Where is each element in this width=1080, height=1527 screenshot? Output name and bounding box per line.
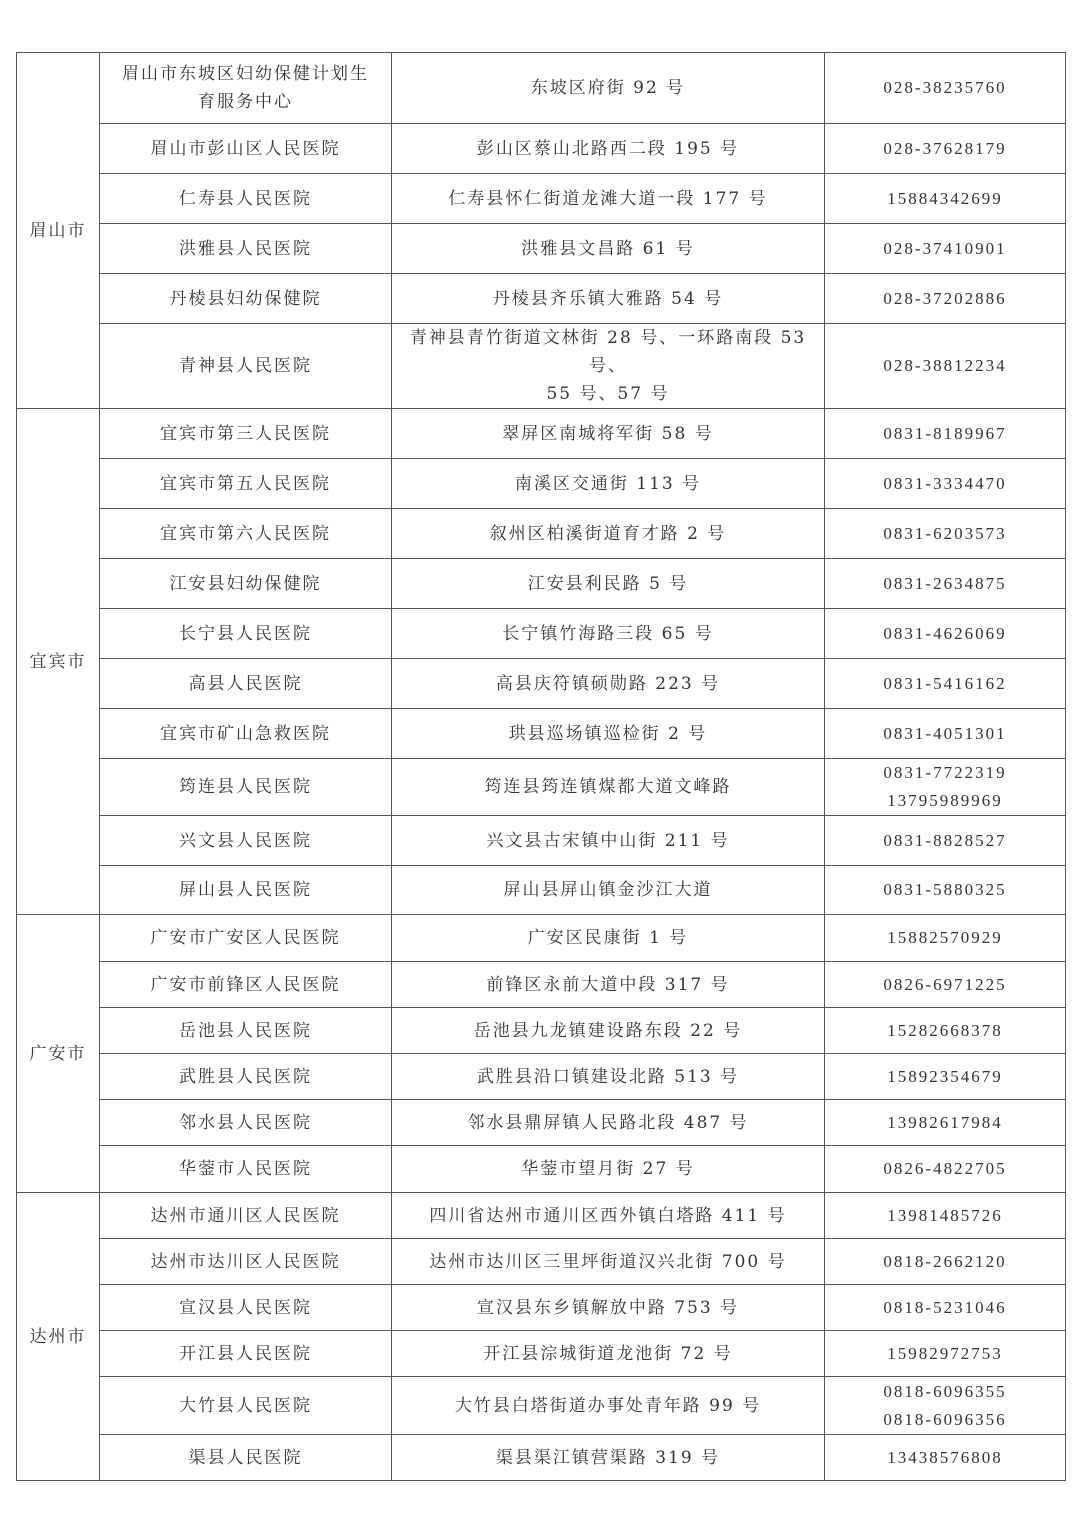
hospital-name-cell (100, 1100, 392, 1146)
phone-cell (825, 53, 1066, 124)
address-text: 55 号、57 号 (546, 384, 670, 404)
address-cell (392, 1285, 825, 1331)
phone-text: 028-38812234 (883, 356, 1007, 375)
hospital-name-text: 屏山县人民医院 (179, 880, 312, 900)
address-text: 翠屏区南城将军街 58 号 (502, 423, 714, 444)
address-cell (392, 509, 825, 559)
address-text: 岳池县九龙镇建设路东段 22 号 (473, 1020, 743, 1041)
table-row (17, 53, 1066, 124)
address-text: 叙州区柏溪街道育才路 2 号 (489, 523, 727, 544)
address-text: 四川省达州市通川区西外镇白塔路 411 号 (429, 1205, 787, 1226)
address-cell (392, 1146, 825, 1193)
address-cell (392, 1100, 825, 1146)
phone-cell (825, 759, 1066, 816)
phone-text: 0818-2662120 (883, 1251, 1007, 1271)
hospital-name-cell (100, 124, 392, 174)
phone-text: 0831-8828527 (883, 830, 1007, 850)
phone-cell (825, 1193, 1066, 1239)
phone-cell (825, 609, 1066, 659)
city-cell: 广安市 (17, 915, 100, 1193)
hospital-name-text: 宜宾市第三人民医院 (160, 423, 331, 444)
hospital-name-text: 达州市达川区人民医院 (150, 1251, 341, 1272)
table-row (17, 962, 1066, 1008)
hospital-name-cell (100, 759, 392, 816)
hospital-name-text: 宜宾市第五人民医院 (160, 473, 331, 494)
table-body (17, 53, 1066, 1481)
table-row (17, 509, 1066, 559)
table-row (17, 124, 1066, 174)
address-cell (392, 274, 825, 324)
hospital-name-cell (100, 1239, 392, 1285)
hospital-name-text: 宜宾市矿山急救医院 (160, 723, 331, 744)
phone-cell (825, 1100, 1066, 1146)
table-row (17, 559, 1066, 609)
address-text: 华蓥市望月街 27 号 (521, 1159, 695, 1179)
hospital-name-cell (100, 53, 392, 124)
address-cell (392, 1193, 825, 1239)
phone-cell (825, 1054, 1066, 1100)
table-row (17, 1008, 1066, 1054)
table-row (17, 1331, 1066, 1377)
phone-cell (825, 1331, 1066, 1377)
address-text: 筠连县筠连镇煤都大道文峰路 (484, 777, 732, 797)
address-cell (392, 1239, 825, 1285)
table-row (17, 1285, 1066, 1331)
phone-cell (825, 559, 1066, 609)
phone-text: 0826-4822705 (883, 1159, 1007, 1178)
address-text: 屏山县屏山镇金沙江大道 (503, 880, 713, 900)
phone-cell (825, 709, 1066, 759)
table-row (17, 324, 1066, 409)
hospital-name-cell (100, 559, 392, 609)
table-row (17, 1435, 1066, 1481)
phone-cell (825, 1285, 1066, 1331)
hospital-name-cell (100, 274, 392, 324)
phone-text: 0831-2634875 (883, 573, 1007, 593)
hospital-name-text: 大竹县人民医院 (179, 1395, 312, 1416)
phone-text: 0831-3334470 (883, 473, 1007, 493)
phone-text: 0818-5231046 (883, 1297, 1007, 1317)
hospital-name-cell (100, 915, 392, 962)
address-cell (392, 866, 825, 915)
address-text: 开江县淙城街道龙池街 72 号 (483, 1343, 733, 1364)
table-row (17, 274, 1066, 324)
hospital-name-cell (100, 224, 392, 274)
address-text: 宣汉县东乡镇解放中路 753 号 (476, 1297, 740, 1318)
hospital-name-text: 开江县人民医院 (179, 1343, 312, 1364)
phone-cell (825, 1008, 1066, 1054)
phone-cell (825, 659, 1066, 709)
hospital-name-text: 筠连县人民医院 (179, 777, 312, 797)
phone-text: 0831-8189967 (883, 423, 1007, 443)
phone-text: 0818-6096356 (883, 1409, 1007, 1429)
hospital-name-cell (100, 1193, 392, 1239)
hospital-name-text: 江安县妇幼保健院 (169, 573, 322, 594)
hospital-name-text: 育服务中心 (198, 92, 293, 112)
address-text: 邻水县鼎屏镇人民路北段 487 号 (467, 1112, 749, 1133)
address-text: 彭山区蔡山北路西二段 195 号 (476, 138, 740, 159)
hospital-name-cell (100, 1435, 392, 1481)
address-text: 高县庆符镇硕勋路 223 号 (495, 673, 721, 694)
table-row (17, 1054, 1066, 1100)
address-text: 长宁镇竹海路三段 65 号 (502, 623, 714, 644)
address-cell (392, 709, 825, 759)
table-row (17, 174, 1066, 224)
address-text: 东坡区府街 92 号 (530, 78, 686, 98)
phone-cell (825, 866, 1066, 915)
phone-text: 13795989969 (887, 791, 1003, 810)
hospital-name-text: 丹棱县妇幼保健院 (169, 288, 322, 309)
hospital-name-cell (100, 324, 392, 409)
address-text: 兴文县古宋镇中山街 211 号 (486, 830, 730, 851)
table-row (17, 1146, 1066, 1193)
hospital-name-text: 广安市前锋区人民医院 (150, 974, 341, 995)
address-text: 珙县巡场镇巡检街 2 号 (508, 723, 708, 744)
address-cell (392, 174, 825, 224)
hospital-name-text: 广安市广安区人民医院 (150, 928, 341, 948)
address-cell (392, 759, 825, 816)
table-row (17, 459, 1066, 509)
hospital-name-cell (100, 1008, 392, 1054)
address-cell (392, 962, 825, 1008)
phone-text: 0818-6096355 (883, 1381, 1007, 1401)
address-text: 大竹县白塔街道办事处青年路 99 号 (454, 1395, 762, 1416)
phone-cell (825, 816, 1066, 866)
hospital-name-text: 仁寿县人民医院 (179, 188, 312, 209)
table-row (17, 915, 1066, 962)
phone-text: 15282668378 (887, 1020, 1003, 1040)
address-cell (392, 1008, 825, 1054)
phone-text: 0831-5880325 (883, 880, 1007, 899)
city-cell: 眉山市 (17, 53, 100, 409)
table-row (17, 1239, 1066, 1285)
table-row (17, 709, 1066, 759)
address-cell (392, 1377, 825, 1435)
phone-text: 0831-7722319 (883, 763, 1007, 782)
table-row (17, 224, 1066, 274)
hospital-name-text: 宜宾市第六人民医院 (160, 523, 331, 544)
hospital-name-cell (100, 816, 392, 866)
hospital-name-cell (100, 1331, 392, 1377)
hospital-name-text: 眉山市彭山区人民医院 (150, 138, 341, 159)
phone-text: 15884342699 (887, 188, 1003, 208)
hospital-name-text: 高县人民医院 (188, 673, 303, 694)
phone-cell (825, 915, 1066, 962)
phone-cell (825, 509, 1066, 559)
phone-text: 028-37202886 (883, 288, 1007, 308)
phone-cell (825, 224, 1066, 274)
hospital-name-cell (100, 709, 392, 759)
hospital-name-cell (100, 174, 392, 224)
table-row (17, 659, 1066, 709)
hospital-name-cell (100, 866, 392, 915)
phone-text: 0831-5416162 (883, 673, 1007, 693)
phone-text: 0831-6203573 (883, 523, 1007, 543)
hospital-name-text: 宣汉县人民医院 (179, 1297, 312, 1318)
phone-cell (825, 459, 1066, 509)
address-text: 渠县渠江镇营渠路 319 号 (495, 1447, 721, 1468)
hospital-name-text: 邻水县人民医院 (179, 1112, 312, 1133)
address-cell (392, 409, 825, 459)
table-row (17, 1377, 1066, 1435)
hospital-name-text: 武胜县人民医院 (179, 1066, 312, 1087)
address-cell (392, 559, 825, 609)
table-row (17, 759, 1066, 816)
hospital-name-text: 青神县人民医院 (179, 356, 312, 376)
phone-text: 15982972753 (887, 1343, 1003, 1363)
hospital-name-cell (100, 459, 392, 509)
phone-text: 15892354679 (887, 1066, 1003, 1086)
address-text: 武胜县沿口镇建设北路 513 号 (476, 1066, 740, 1087)
phone-text: 028-38235760 (883, 78, 1007, 97)
address-text: 青神县青竹街道文林街 28 号、一环路南段 53 号、 (409, 328, 807, 376)
hospital-name-text: 兴文县人民医院 (179, 830, 312, 851)
phone-text: 028-37410901 (883, 238, 1007, 258)
table-row (17, 609, 1066, 659)
address-cell (392, 659, 825, 709)
hospital-name-text: 眉山市东坡区妇幼保健计划生 (122, 64, 369, 84)
city-cell: 达州市 (17, 1193, 100, 1481)
phone-cell (825, 409, 1066, 459)
table-row (17, 1100, 1066, 1146)
phone-cell (825, 1377, 1066, 1435)
phone-cell (825, 1146, 1066, 1193)
phone-text: 0826-6971225 (883, 974, 1007, 994)
address-cell (392, 1331, 825, 1377)
address-cell (392, 53, 825, 124)
hospital-contact-table (16, 52, 1066, 1481)
phone-cell (825, 1435, 1066, 1481)
hospital-name-cell (100, 509, 392, 559)
phone-text: 028-37628179 (883, 138, 1007, 158)
hospital-name-text: 华蓥市人民医院 (179, 1159, 312, 1179)
phone-text: 13982617984 (887, 1112, 1003, 1132)
table-row (17, 866, 1066, 915)
phone-cell (825, 962, 1066, 1008)
address-cell (392, 816, 825, 866)
hospital-name-text: 达州市通川区人民医院 (150, 1205, 341, 1226)
hospital-name-text: 岳池县人民医院 (179, 1020, 312, 1041)
address-text: 江安县利民路 5 号 (527, 573, 689, 594)
address-text: 仁寿县怀仁街道龙滩大道一段 177 号 (448, 188, 768, 209)
phone-cell (825, 1239, 1066, 1285)
table-row (17, 816, 1066, 866)
address-cell (392, 224, 825, 274)
address-cell (392, 915, 825, 962)
hospital-name-cell (100, 409, 392, 459)
hospital-name-cell (100, 609, 392, 659)
city-cell: 宜宾市 (17, 409, 100, 915)
address-text: 洪雅县文昌路 61 号 (521, 238, 695, 259)
hospital-name-cell (100, 1377, 392, 1435)
address-text: 南溪区交通街 113 号 (514, 473, 702, 494)
hospital-name-text: 渠县人民医院 (188, 1447, 303, 1468)
address-text: 达州市达川区三里坪街道汉兴北街 700 号 (429, 1251, 787, 1272)
phone-cell (825, 324, 1066, 409)
address-cell (392, 459, 825, 509)
hospital-name-text: 洪雅县人民医院 (179, 238, 312, 259)
phone-cell (825, 174, 1066, 224)
address-cell (392, 324, 825, 409)
phone-text: 13438576808 (887, 1447, 1003, 1467)
hospital-name-cell (100, 962, 392, 1008)
hospital-name-cell (100, 1054, 392, 1100)
address-cell (392, 1054, 825, 1100)
phone-text: 15882570929 (887, 928, 1003, 947)
phone-cell (825, 124, 1066, 174)
address-cell (392, 124, 825, 174)
address-cell (392, 1435, 825, 1481)
phone-cell (825, 274, 1066, 324)
table-row (17, 1193, 1066, 1239)
hospital-name-cell (100, 1146, 392, 1193)
address-cell (392, 609, 825, 659)
address-text: 前锋区永前大道中段 317 号 (486, 974, 730, 995)
phone-text: 13981485726 (887, 1205, 1003, 1225)
hospital-name-cell (100, 1285, 392, 1331)
address-text: 丹棱县齐乐镇大雅路 54 号 (492, 288, 724, 309)
phone-text: 0831-4051301 (883, 723, 1007, 743)
hospital-name-cell (100, 659, 392, 709)
table-row (17, 409, 1066, 459)
hospital-name-text: 长宁县人民医院 (179, 623, 312, 644)
phone-text: 0831-4626069 (883, 623, 1007, 643)
address-text: 广安区民康街 1 号 (527, 928, 689, 948)
